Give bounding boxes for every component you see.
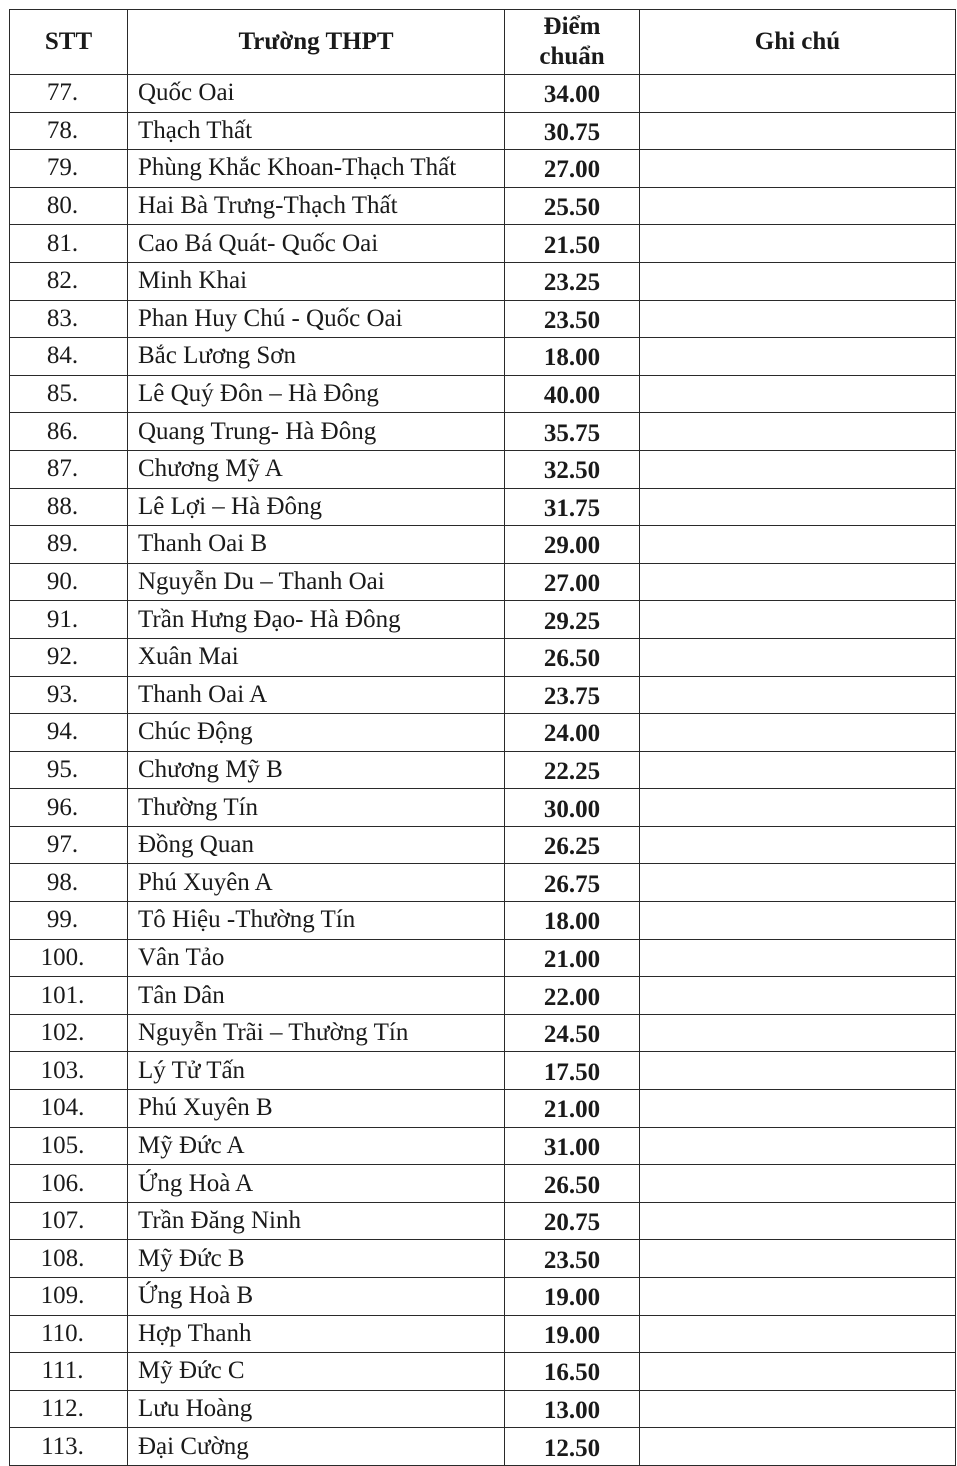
- table-row: [10, 638, 956, 676]
- row-stt: 85.: [10, 375, 128, 413]
- table-row: [10, 262, 956, 300]
- row-stt: 79.: [10, 150, 128, 188]
- row-note: [640, 1353, 956, 1391]
- row-stt: 97.: [10, 826, 128, 864]
- table-row: [10, 1240, 956, 1278]
- row-school: Ứng Hoà B: [128, 1278, 505, 1316]
- row-school: Thanh Oai A: [128, 676, 505, 714]
- row-note: [640, 563, 956, 601]
- row-score: 12.50: [505, 1428, 640, 1466]
- row-school: Mỹ Đức C: [128, 1353, 505, 1391]
- row-note: [640, 375, 956, 413]
- row-score: 21.00: [505, 939, 640, 977]
- row-stt: 102.: [10, 1014, 128, 1052]
- row-note: [640, 1127, 956, 1165]
- row-stt: 86.: [10, 413, 128, 451]
- row-note: [640, 1428, 956, 1466]
- row-score: 24.50: [505, 1014, 640, 1052]
- row-stt: 100.: [10, 939, 128, 977]
- row-score: 35.75: [505, 413, 640, 451]
- table-row: [10, 789, 956, 827]
- row-school: Lê Lợi – Hà Đông: [128, 488, 505, 526]
- row-note: [640, 1014, 956, 1052]
- row-school: Cao Bá Quát- Quốc Oai: [128, 225, 505, 263]
- row-note: [640, 187, 956, 225]
- row-note: [640, 112, 956, 150]
- row-note: [640, 413, 956, 451]
- row-stt: 110.: [10, 1315, 128, 1353]
- row-school: Trần Hưng Đạo- Hà Đông: [128, 601, 505, 639]
- table-row: [10, 1278, 956, 1316]
- row-score: 34.00: [505, 75, 640, 113]
- table-body: [10, 75, 956, 1466]
- row-note: [640, 714, 956, 752]
- table-header: [10, 10, 956, 75]
- row-score: 31.00: [505, 1127, 640, 1165]
- table-row: [10, 300, 956, 338]
- table-row: [10, 375, 956, 413]
- row-score: 24.00: [505, 714, 640, 752]
- row-school: Tô Hiệu -Thường Tín: [128, 902, 505, 940]
- row-stt: 89.: [10, 526, 128, 564]
- table-row: [10, 676, 956, 714]
- row-note: [640, 262, 956, 300]
- row-stt: 94.: [10, 714, 128, 752]
- table-row: [10, 413, 956, 451]
- table-row: [10, 187, 956, 225]
- row-score: 27.00: [505, 150, 640, 188]
- row-score: 29.25: [505, 601, 640, 639]
- row-note: [640, 1202, 956, 1240]
- row-score: 30.75: [505, 112, 640, 150]
- row-note: [640, 1390, 956, 1428]
- row-stt: 83.: [10, 300, 128, 338]
- row-note: [640, 526, 956, 564]
- table-row: [10, 1090, 956, 1128]
- row-stt: 77.: [10, 75, 128, 113]
- row-stt: 111.: [10, 1353, 128, 1391]
- row-stt: 78.: [10, 112, 128, 150]
- table-row: [10, 563, 956, 601]
- table-row: [10, 112, 956, 150]
- table-row: [10, 939, 956, 977]
- row-stt: 92.: [10, 638, 128, 676]
- row-note: [640, 638, 956, 676]
- row-stt: 88.: [10, 488, 128, 526]
- row-school: Mỹ Đức A: [128, 1127, 505, 1165]
- row-school: Phú Xuyên A: [128, 864, 505, 902]
- row-school: Bắc Lương Sơn: [128, 338, 505, 376]
- table-row: [10, 1165, 956, 1203]
- row-stt: 108.: [10, 1240, 128, 1278]
- row-school: Mỹ Đức B: [128, 1240, 505, 1278]
- table-row: [10, 1390, 956, 1428]
- row-note: [640, 977, 956, 1015]
- row-stt: 82.: [10, 262, 128, 300]
- row-school: Nguyễn Trãi – Thường Tín: [128, 1014, 505, 1052]
- table-row: [10, 977, 956, 1015]
- row-score: 22.25: [505, 751, 640, 789]
- row-stt: 81.: [10, 225, 128, 263]
- row-note: [640, 826, 956, 864]
- row-score: 32.50: [505, 450, 640, 488]
- row-school: Ứng Hoà A: [128, 1165, 505, 1203]
- row-stt: 87.: [10, 450, 128, 488]
- row-school: Thường Tín: [128, 789, 505, 827]
- table-row: [10, 902, 956, 940]
- row-school: Chương Mỹ B: [128, 751, 505, 789]
- table-row: [10, 526, 956, 564]
- row-score: 23.50: [505, 1240, 640, 1278]
- row-stt: 104.: [10, 1090, 128, 1128]
- row-note: [640, 751, 956, 789]
- admission-score-table: [9, 9, 956, 1466]
- row-score: 26.50: [505, 1165, 640, 1203]
- row-stt: 112.: [10, 1390, 128, 1428]
- row-school: Quốc Oai: [128, 75, 505, 113]
- row-school: Nguyễn Du – Thanh Oai: [128, 563, 505, 601]
- row-stt: 106.: [10, 1165, 128, 1203]
- row-score: 19.00: [505, 1278, 640, 1316]
- header-score: [505, 10, 640, 75]
- table-row: [10, 1353, 956, 1391]
- row-school: Xuân Mai: [128, 638, 505, 676]
- row-stt: 109.: [10, 1278, 128, 1316]
- row-note: [640, 450, 956, 488]
- row-stt: 80.: [10, 187, 128, 225]
- row-school: Quang Trung- Hà Đông: [128, 413, 505, 451]
- header-school: Trường THPT: [128, 10, 505, 75]
- row-stt: 105.: [10, 1127, 128, 1165]
- row-score: 17.50: [505, 1052, 640, 1090]
- row-note: [640, 75, 956, 113]
- row-note: [640, 902, 956, 940]
- table-row: [10, 1052, 956, 1090]
- row-score: 25.50: [505, 187, 640, 225]
- row-school: Lê Quý Đôn – Hà Đông: [128, 375, 505, 413]
- table-row: [10, 601, 956, 639]
- row-school: Phú Xuyên B: [128, 1090, 505, 1128]
- row-school: Phan Huy Chú - Quốc Oai: [128, 300, 505, 338]
- header-stt: STT: [10, 10, 128, 75]
- row-note: [640, 225, 956, 263]
- table-row: [10, 225, 956, 263]
- row-score: 40.00: [505, 375, 640, 413]
- row-score: 16.50: [505, 1353, 640, 1391]
- row-note: [640, 1090, 956, 1128]
- row-stt: 93.: [10, 676, 128, 714]
- header-row: [10, 10, 956, 75]
- table-row: [10, 75, 956, 113]
- row-stt: 101.: [10, 977, 128, 1015]
- row-stt: 96.: [10, 789, 128, 827]
- table-row: [10, 1428, 956, 1466]
- table-row: [10, 826, 956, 864]
- row-score: 29.00: [505, 526, 640, 564]
- row-note: [640, 939, 956, 977]
- row-score: 31.75: [505, 488, 640, 526]
- row-score: 23.75: [505, 676, 640, 714]
- table-row: [10, 150, 956, 188]
- row-note: [640, 789, 956, 827]
- table-row: [10, 1202, 956, 1240]
- row-score: 22.00: [505, 977, 640, 1015]
- row-school: Lưu Hoàng: [128, 1390, 505, 1428]
- table-row: [10, 1315, 956, 1353]
- row-school: Hai Bà Trưng-Thạch Thất: [128, 187, 505, 225]
- row-stt: 98.: [10, 864, 128, 902]
- row-stt: 91.: [10, 601, 128, 639]
- row-school: Thanh Oai B: [128, 526, 505, 564]
- header-score-line2: chuẩn: [539, 43, 605, 70]
- row-score: 18.00: [505, 338, 640, 376]
- header-note: Ghi chú: [640, 10, 956, 75]
- row-school: Phùng Khắc Khoan-Thạch Thất: [128, 150, 505, 188]
- row-school: Đại Cường: [128, 1428, 505, 1466]
- table-row: [10, 714, 956, 752]
- row-score: 21.00: [505, 1090, 640, 1128]
- row-school: Minh Khai: [128, 262, 505, 300]
- row-stt: 103.: [10, 1052, 128, 1090]
- row-note: [640, 338, 956, 376]
- table-row: [10, 751, 956, 789]
- row-school: Chương Mỹ A: [128, 450, 505, 488]
- row-score: 26.75: [505, 864, 640, 902]
- table-row: [10, 338, 956, 376]
- table-row: [10, 1014, 956, 1052]
- row-school: Lý Tử Tấn: [128, 1052, 505, 1090]
- row-school: Tân Dân: [128, 977, 505, 1015]
- row-stt: 107.: [10, 1202, 128, 1240]
- row-note: [640, 676, 956, 714]
- row-score: 13.00: [505, 1390, 640, 1428]
- table-row: [10, 1127, 956, 1165]
- header-score-line1: Điểm: [543, 13, 601, 40]
- row-note: [640, 1052, 956, 1090]
- row-stt: 113.: [10, 1428, 128, 1466]
- row-score: 23.25: [505, 262, 640, 300]
- row-note: [640, 864, 956, 902]
- row-note: [640, 300, 956, 338]
- row-note: [640, 1165, 956, 1203]
- row-school: Chúc Động: [128, 714, 505, 752]
- row-school: Đồng Quan: [128, 826, 505, 864]
- row-score: 23.50: [505, 300, 640, 338]
- row-note: [640, 1240, 956, 1278]
- row-stt: 90.: [10, 563, 128, 601]
- table-row: [10, 450, 956, 488]
- row-school: Vân Tảo: [128, 939, 505, 977]
- row-school: Hợp Thanh: [128, 1315, 505, 1353]
- row-note: [640, 1315, 956, 1353]
- row-stt: 84.: [10, 338, 128, 376]
- row-score: 30.00: [505, 789, 640, 827]
- row-note: [640, 150, 956, 188]
- row-score: 18.00: [505, 902, 640, 940]
- row-note: [640, 1278, 956, 1316]
- row-score: 20.75: [505, 1202, 640, 1240]
- row-stt: 95.: [10, 751, 128, 789]
- row-school: Thạch Thất: [128, 112, 505, 150]
- row-stt: 99.: [10, 902, 128, 940]
- row-score: 26.50: [505, 638, 640, 676]
- row-score: 27.00: [505, 563, 640, 601]
- row-school: Trần Đăng Ninh: [128, 1202, 505, 1240]
- table-row: [10, 488, 956, 526]
- row-score: 26.25: [505, 826, 640, 864]
- row-score: 21.50: [505, 225, 640, 263]
- table-row: [10, 864, 956, 902]
- row-note: [640, 601, 956, 639]
- row-note: [640, 488, 956, 526]
- row-score: 19.00: [505, 1315, 640, 1353]
